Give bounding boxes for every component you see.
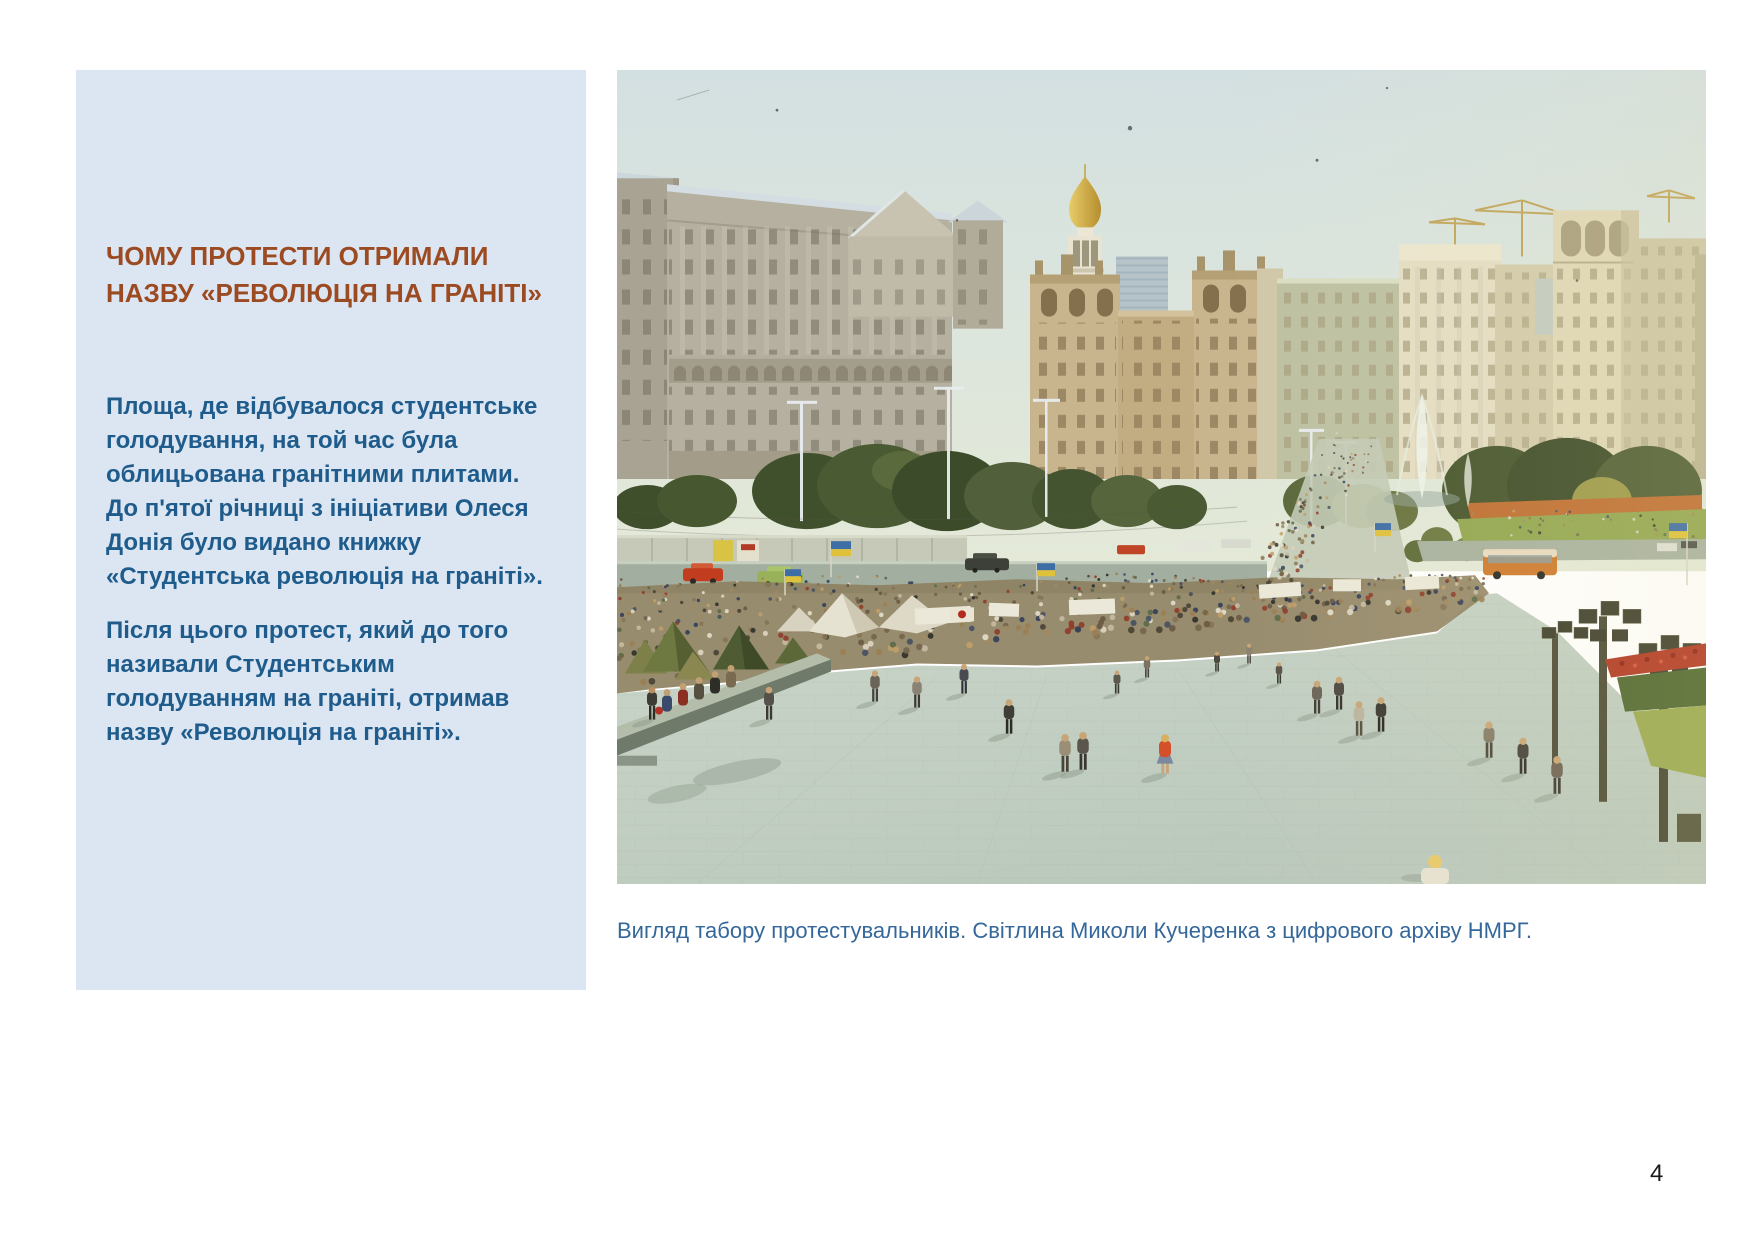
panel-heading: ЧОМУ ПРОТЕСТИ ОТРИМАЛИ НАЗВУ «РЕВОЛЮЦІЯ НА ГРАНІТІ» [106,241,542,308]
protest-camp-photo [617,70,1706,884]
panel-paragraph-1: Площа, де відбувалося студентське голодування, на той час була облицьована гранітними плитами. До п'ятої річниці з ініціативи Олеся Донія було видано книжку «Студентська революція на граніті». [106,393,543,590]
photo-figure [617,70,1706,884]
panel-paragraph-2: Після цього протест, який до того називали Студентським голодуванням на граніті, отримав назву «Революція на граніті». [106,617,510,746]
text-panel [76,70,586,990]
photo-caption: Вигляд табору протестувальників. Світлина Миколи Кучеренка з цифрового архіву НМРГ. [617,918,1532,943]
page-number: 4 [1650,1160,1664,1187]
